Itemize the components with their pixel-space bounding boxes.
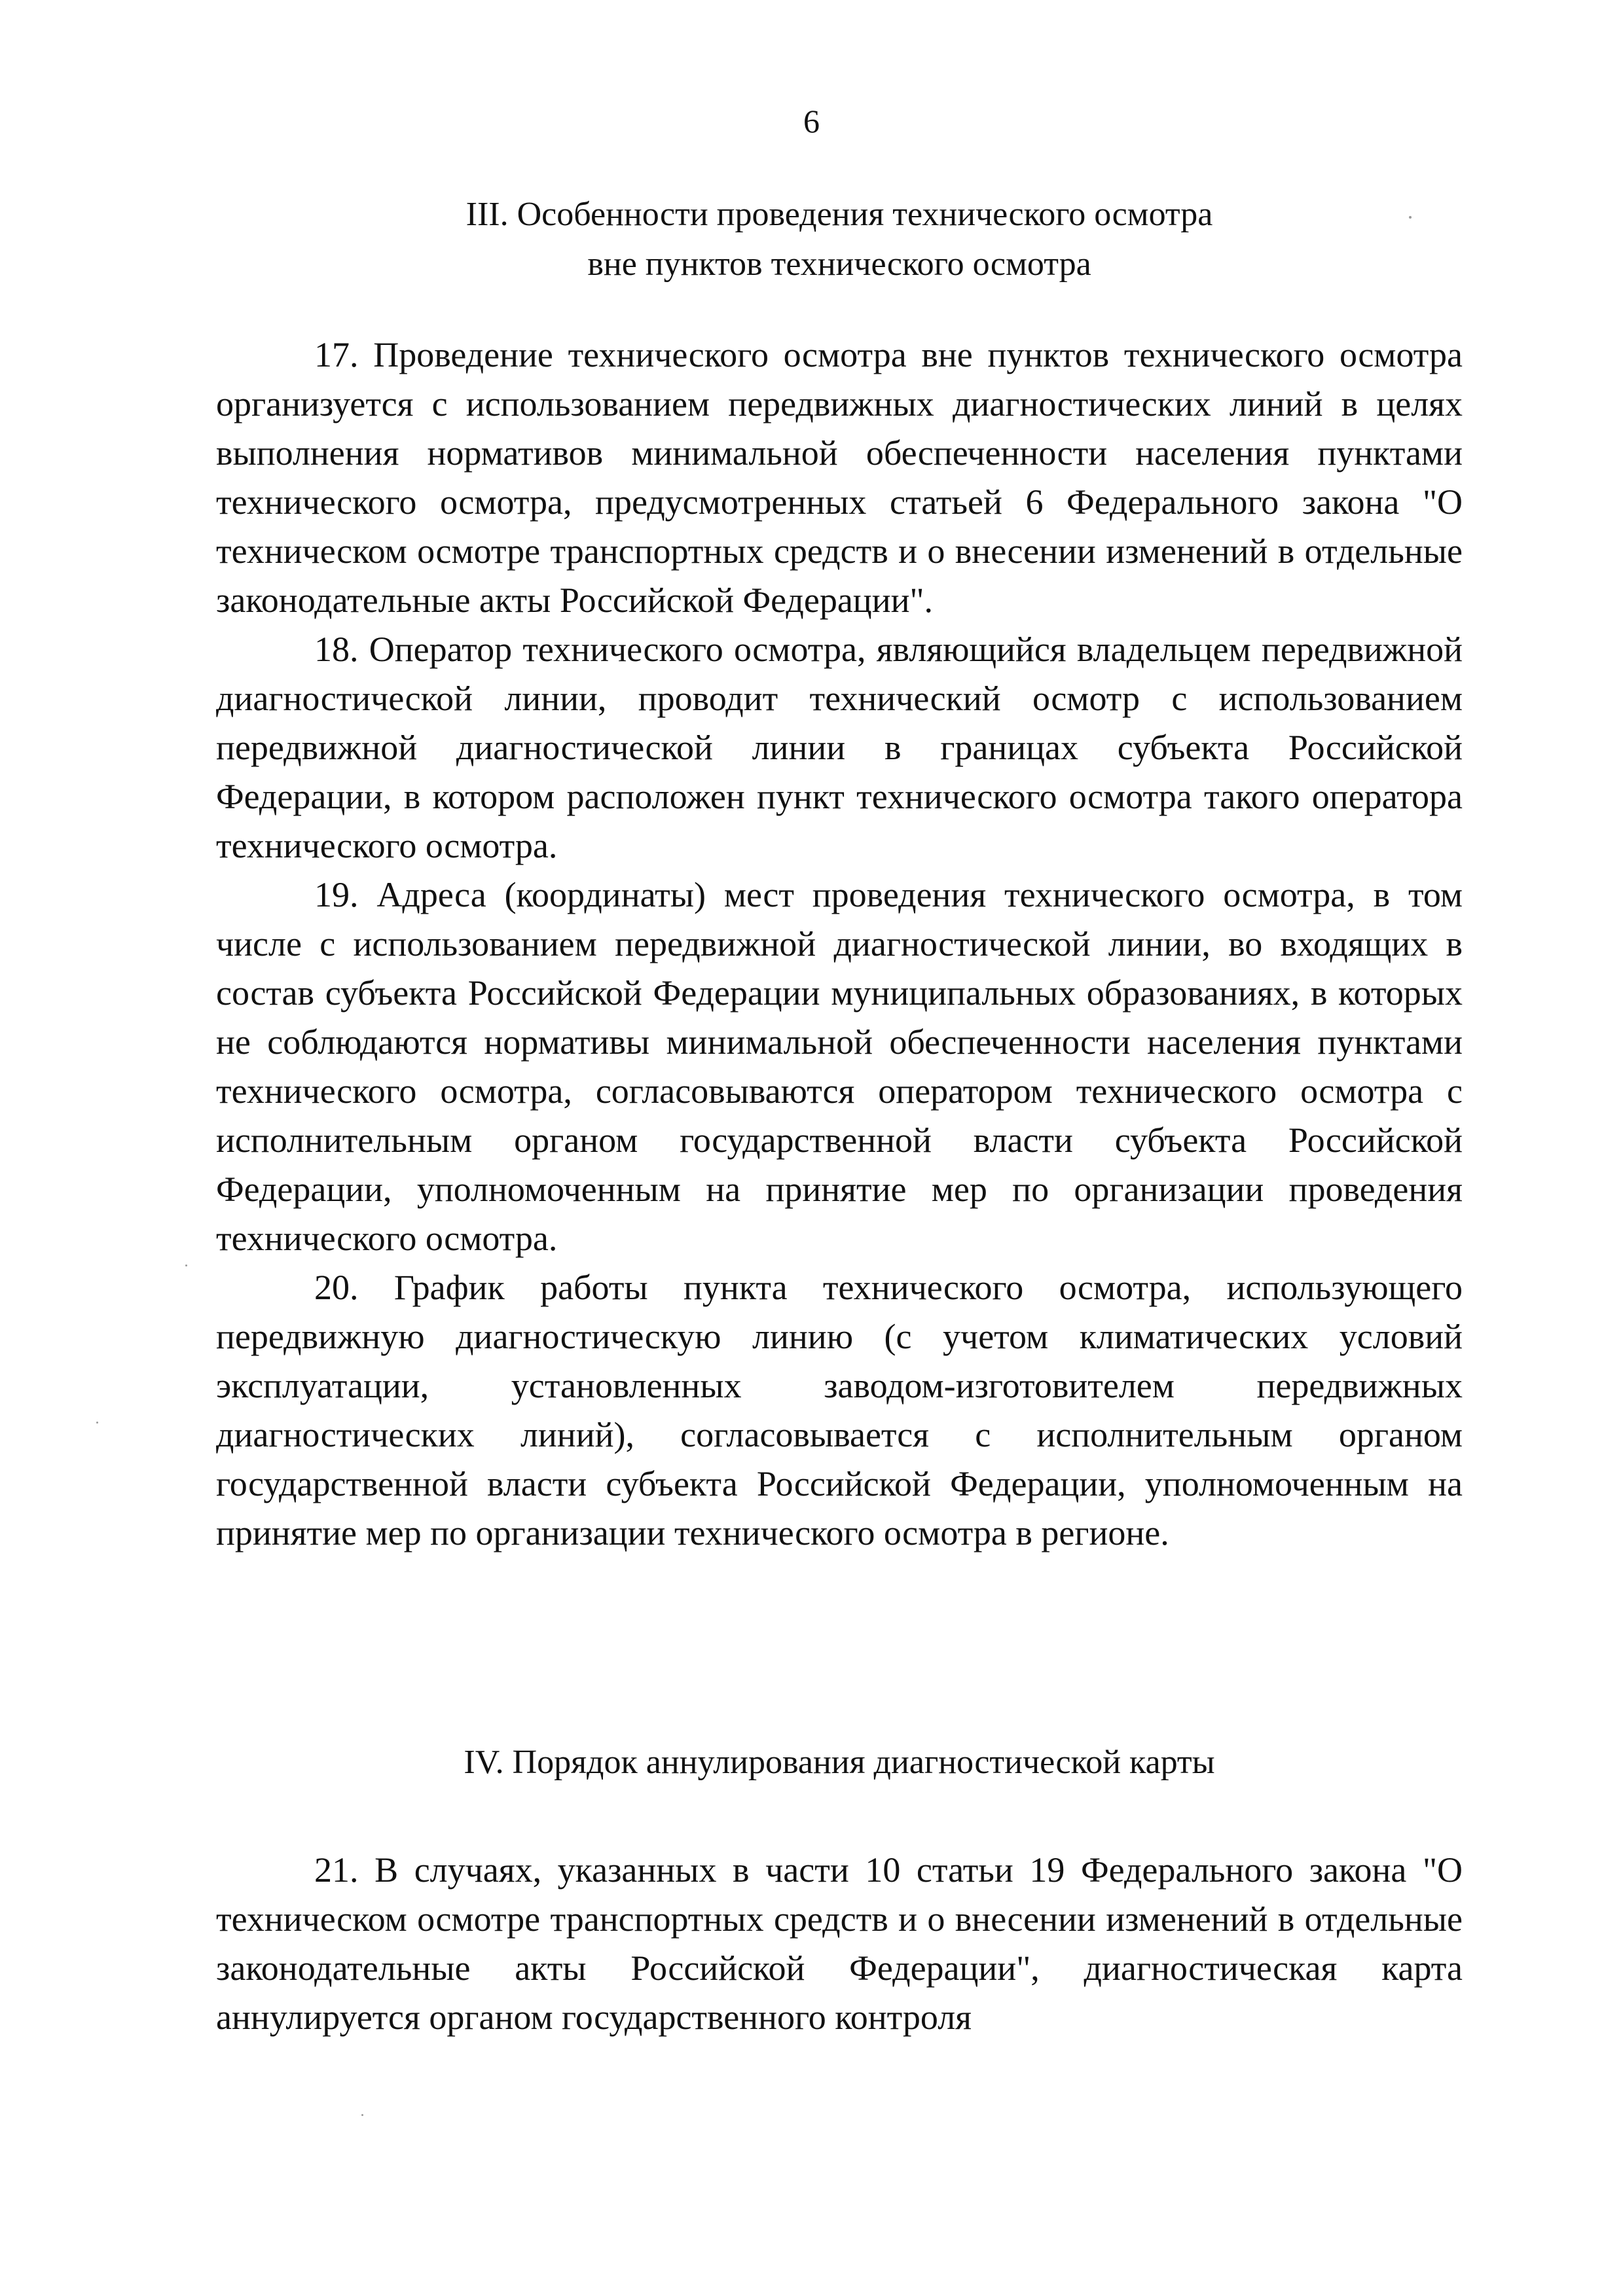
paragraph-20: 20. График работы пункта технического осмотра, использующего передвижную диагностическую линию (с учетом климатических условий эксплуатации, установленных заводом-изготовителем передвижных диагностических линий), согласовывается с исполнительным органом государственной власти субъекта Российской Федерации, уполномоченным на принятие мер по организации технического осмотра в регионе. [216,1268,1463,1552]
paragraph-19: 19. Адреса (координаты) мест проведения технического осмотра, в том числе с использованием передвижной диагностической линии, во входящих в состав субъекта Российской Федерации муниципальных образованиях, в которых не соблюдаются нормативы минимальной обеспеченности населения пунктами технического осмотра, согласовываются оператором технического осмотра с исполнительным органом государственной власти субъекта Российской Федерации, уполномоченным на принятие мер по организации проведения технического осмотра. [216,875,1463,1258]
scan-speck [1409,216,1412,219]
section-3-heading-line-1: III. Особенности проведения технического осмотра [465,196,1213,233]
scan-speck [185,1265,187,1266]
section-4-heading: IV. Порядок аннулирования диагностической карты [464,1744,1215,1781]
page-number: 6 [803,103,820,139]
scan-speck [361,2114,363,2116]
section-3-body [216,331,1463,1558]
paragraph-18: 18. Оператор технического осмотра, являющийся владельцем передвижной диагностической линии, проводит технический осмотр с использованием передвижной диагностической линии в границах субъекта Российской Федерации, в котором расположен пункт технического осмотра такого оператора технического осмотра. [216,630,1463,865]
section-4-body [216,1846,1463,2042]
paragraph-21: 21. В случаях, указанных в части 10 статьи 19 Федерального закона "О техническом осмотре транспортных средств и о внесении изменений в отдельные законодательные акты Российской Федерации", диагностическая карта аннулируется органом государственного контроля [216,1850,1463,2037]
scan-speck [96,1422,98,1424]
paragraph-17: 17. Проведение технического осмотра вне пунктов технического осмотра организуется с использованием передвижных диагностических линий в целях выполнения нормативов минимальной обеспеченности населения пунктами технического осмотра, предусмотренных статьей 6 Федерального закона "О техническом осмотре транспортных средств и о внесении изменений в отдельные законодательные акты Российской Федерации". [216,335,1463,620]
section-3-heading [216,190,1463,289]
section-3-heading-line-2: вне пунктов технического осмотра [587,245,1091,283]
